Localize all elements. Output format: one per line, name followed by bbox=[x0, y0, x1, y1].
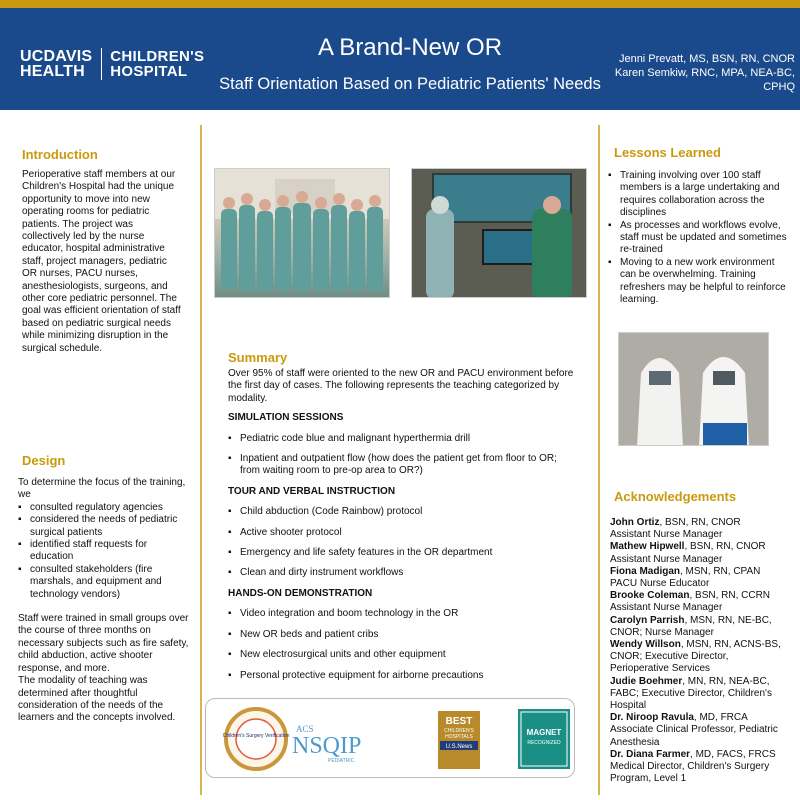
best-text: BEST bbox=[445, 716, 473, 727]
ack-name: Carolyn Parrish bbox=[610, 614, 685, 626]
ack-name: Dr. Diana Farmer bbox=[610, 748, 691, 760]
childrens-hospital-logo bbox=[110, 49, 204, 79]
ack-person bbox=[610, 749, 790, 786]
design-item: ▪ consulted regulatory agencies bbox=[18, 502, 190, 514]
hands-on-item: ▪ Video integration and boom technology in the OR bbox=[228, 608, 578, 620]
column-divider-right bbox=[598, 125, 600, 795]
column-divider-left bbox=[200, 125, 202, 795]
acknowledgements-list bbox=[610, 517, 790, 785]
accreditation-logos-art bbox=[206, 699, 576, 779]
authors bbox=[600, 52, 795, 94]
ack-person bbox=[610, 639, 790, 676]
ack-credentials: , MN, RN, NEA-BC, FABC; Executive Director, Children's Hospital bbox=[610, 675, 772, 712]
ack-credentials: , BSN, RN, CCRN bbox=[689, 590, 771, 602]
poster-title: A Brand-New OR bbox=[317, 34, 503, 61]
ack-name: Judie Boehmer bbox=[610, 675, 683, 687]
introduction-heading: Introduction bbox=[22, 147, 98, 162]
hands-on-item: ▪ Personal protective equipment for airborne precautions bbox=[228, 670, 578, 682]
lessons-heading: Lessons Learned bbox=[614, 145, 721, 160]
magnet-sub-text: RECOGNIZED bbox=[527, 740, 561, 746]
magnet-text: MAGNET bbox=[526, 728, 562, 737]
ack-name: Brooke Coleman bbox=[610, 590, 690, 602]
ack-person bbox=[610, 590, 790, 614]
ack-person bbox=[610, 541, 790, 565]
ack-role: Assistant Nurse Manager bbox=[610, 529, 723, 541]
summary-heading: Summary bbox=[228, 350, 288, 365]
staff-group-illustration bbox=[215, 169, 390, 298]
ack-name: Mathew Hipwell bbox=[610, 541, 685, 553]
best-hospitals-text: HOSPITALS bbox=[445, 734, 473, 740]
tour-item: ▪ Emergency and life safety features in the OR department bbox=[228, 547, 578, 559]
hands-on-heading: HANDS-ON DEMONSTRATION bbox=[228, 587, 373, 599]
lessons-item: ▪ As processes and workflows evolve, staff must be updated and sometimes re-trained bbox=[608, 220, 788, 257]
ack-credentials: , MD, FRCA bbox=[693, 712, 748, 724]
ack-role: Associate Clinical Professor, Pediatric Anesthesia bbox=[610, 724, 778, 748]
ack-role: Assistant Nurse Manager bbox=[610, 602, 723, 614]
acknowledgements-heading: Acknowledgements bbox=[614, 489, 737, 504]
ack-person bbox=[610, 676, 790, 713]
ack-credentials: , BSN, RN, CNOR bbox=[684, 541, 766, 553]
tour-list bbox=[228, 506, 578, 580]
design-lead: To determine the focus of the training, we bbox=[18, 477, 186, 501]
magnet-recognized-badge bbox=[518, 709, 570, 769]
ack-role: Assistant Nurse Manager bbox=[610, 553, 723, 565]
ack-credentials: , MSN, RN, CPAN bbox=[680, 565, 761, 577]
summary-body bbox=[228, 368, 578, 690]
ack-person bbox=[610, 517, 790, 541]
lessons-body bbox=[608, 170, 788, 306]
lessons-list bbox=[608, 170, 788, 306]
ack-name: Dr. Niroop Ravula bbox=[610, 712, 694, 724]
ack-credentials: , MSN, RN, ACNS-BS, CNOR; Executive Director, Perioperative Services bbox=[610, 639, 781, 675]
poster-subtitle: Staff Orientation Based on Pediatric Patients' Needs bbox=[219, 75, 601, 93]
introduction-body: Perioperative staff members at our Children's Hospital had the unique opportunity to move into new operating rooms for pediatric patients. The project was collectively led by the nurse educator, hospital administrative staff, project managers, pediatric OR nurses, PACU nurses, anesthesiologists, surgeons, and other core pediatric personnel. The goal was efficient orientation of staff based on pediatric surgical needs while minimizing disruption in the surgical schedule. bbox=[22, 169, 181, 354]
logo-health-text: HEALTH bbox=[20, 63, 85, 80]
lessons-item: ▪ Moving to a new work environment can be overwhelming. Training refreshers may be helpful to reinforce learning. bbox=[608, 257, 788, 307]
ack-credentials: , BSN, RN, CNOR bbox=[659, 517, 741, 528]
tour-item: ▪ Child abduction (Code Rainbow) protocol bbox=[228, 506, 578, 518]
design-list bbox=[18, 502, 190, 601]
best-childrens-text: CHILDREN'S bbox=[444, 728, 474, 734]
seal-text: Children's Surgery Verification bbox=[222, 733, 290, 739]
poster-header bbox=[0, 8, 800, 110]
design-para-2: The modality of teaching was determined after thoughtful consideration of the needs of the learners and the concepts involved. bbox=[18, 675, 176, 724]
ack-role: Medical Director, Children's Surgery Program, Level 1 bbox=[610, 761, 770, 785]
ppe-hoods-photo bbox=[618, 332, 769, 446]
video-training-illustration bbox=[412, 169, 587, 298]
tour-item: ▪ Clean and dirty instrument workflows bbox=[228, 567, 578, 579]
summary-intro: Over 95% of staff were oriented to the new OR and PACU environment before the first day of cases. The following represents the teaching categorized by modality. bbox=[228, 368, 574, 404]
simulation-heading: SIMULATION SESSIONS bbox=[228, 412, 344, 424]
simulation-list bbox=[228, 433, 578, 478]
lessons-item: ▪ Training involving over 100 staff members is a large undertaking and requires collaboration across the disciplines bbox=[608, 170, 788, 220]
usnews-text: U.S.News bbox=[445, 744, 473, 750]
ucdavis-health-logo bbox=[20, 49, 92, 79]
ack-person bbox=[610, 566, 790, 590]
simulation-item: ▪ Pediatric code blue and malignant hyperthermia drill bbox=[228, 433, 578, 445]
logo-divider bbox=[101, 48, 102, 80]
ack-name: Wendy Willson bbox=[610, 639, 681, 651]
design-body bbox=[18, 477, 190, 725]
top-accent-bar bbox=[0, 0, 800, 8]
staff-group-photo bbox=[214, 168, 390, 298]
ack-person bbox=[610, 615, 790, 639]
hands-on-item: ▪ New OR beds and patient cribs bbox=[228, 629, 578, 641]
author-1: Jenni Prevatt, MS, BSN, RN, CNOR bbox=[618, 53, 795, 65]
logo-childrens-text: CHILDREN'S bbox=[110, 48, 205, 65]
ucdavis-childrens-logo bbox=[20, 48, 204, 80]
ppe-hoods-illustration bbox=[619, 333, 769, 446]
best-childrens-hospitals-badge bbox=[438, 711, 480, 769]
hands-on-list bbox=[228, 608, 578, 682]
accreditation-logos bbox=[205, 698, 575, 778]
tour-item: ▪ Active shooter protocol bbox=[228, 527, 578, 539]
design-heading: Design bbox=[22, 453, 66, 468]
ack-credentials: , MSN, RN, NE-BC, CNOR; Nurse Manager bbox=[610, 614, 772, 638]
logo-ucdavis-text: UCDAVIS bbox=[20, 48, 93, 65]
logo-hospital-text: HOSPITAL bbox=[110, 63, 188, 80]
nsqip-sub-text: PEDIATRIC bbox=[328, 758, 355, 764]
ack-role: PACU Nurse Educator bbox=[610, 578, 710, 590]
ack-name: Fiona Madigan bbox=[610, 565, 680, 577]
design-item: ▪ considered the needs of pediatric surgical patients bbox=[18, 514, 190, 539]
ack-person bbox=[610, 712, 790, 749]
ack-name: John Ortiz bbox=[610, 517, 660, 528]
surgery-verification-seal bbox=[223, 709, 290, 769]
author-2: Karen Semkiw, RNC, MPA, NEA-BC, CPHQ bbox=[614, 67, 795, 93]
tour-heading: TOUR AND VERBAL INSTRUCTION bbox=[228, 485, 396, 497]
design-item: ▪ identified staff requests for education bbox=[18, 539, 190, 564]
hands-on-item: ▪ New electrosurgical units and other equipment bbox=[228, 649, 578, 661]
simulation-item: ▪ Inpatient and outpatient flow (how does the patient get from floor to OR; from waiting room to pre-op area to OR?) bbox=[228, 453, 578, 478]
design-item: ▪ consulted stakeholders (fire marshals, and equipment and technology vendors) bbox=[18, 564, 190, 601]
nsqip-text: NSQIP bbox=[292, 733, 362, 759]
video-training-photo bbox=[411, 168, 587, 298]
acs-nsqip-logo bbox=[292, 724, 361, 764]
acs-text: ACS bbox=[296, 724, 314, 734]
design-para-1: Staff were trained in small groups over the course of three months on necessary subjects such as fire safety, child abduction, active shooter response, and more. bbox=[18, 613, 189, 674]
ack-credentials: , MD, FACS, FRCS bbox=[690, 748, 776, 760]
